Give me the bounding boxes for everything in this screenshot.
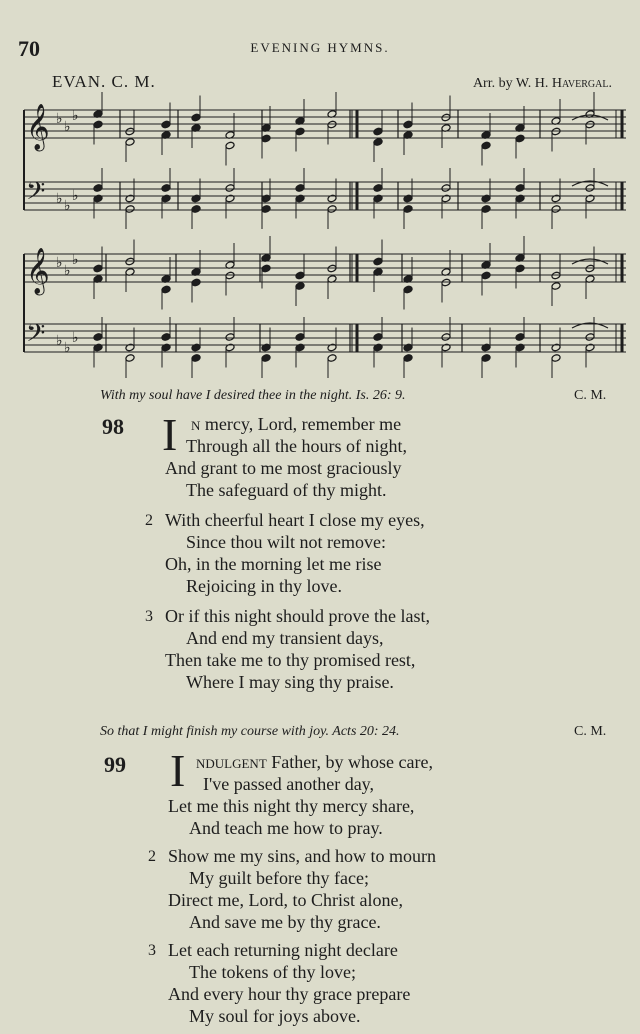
hymn-98-drop-cap: I bbox=[162, 409, 178, 460]
bass-note bbox=[125, 205, 135, 214]
hymn-99-line: I've passed another day, bbox=[203, 774, 375, 794]
hymn-98-line: Or if this night should prove the last, bbox=[165, 606, 430, 626]
treble-note bbox=[93, 120, 103, 129]
hymn-99-line: Let each returning night declare bbox=[168, 940, 398, 960]
hymn-99-line: And every hour thy grace prepare bbox=[168, 984, 411, 1004]
hymn-99-first-word: ndulgent bbox=[196, 752, 267, 772]
bass-note bbox=[551, 205, 561, 214]
flat-icon: ♭ bbox=[72, 253, 79, 268]
bass-note bbox=[373, 333, 383, 342]
flat-icon: ♭ bbox=[64, 199, 71, 214]
arranger-prefix: Arr. by W. H. bbox=[472, 76, 552, 91]
hymn-98-epigraph: With my soul have I desired thee in the night. Is. 26: 9. bbox=[100, 388, 406, 403]
bass-note bbox=[261, 354, 271, 363]
treble-note bbox=[515, 134, 525, 143]
music-score bbox=[0, 0, 640, 380]
treble-note bbox=[191, 278, 201, 287]
hymn-98-line: Through all the hours of night, bbox=[186, 436, 407, 456]
hymn-98-line: Since thou wilt not remove: bbox=[186, 532, 386, 552]
treble-note bbox=[295, 127, 305, 136]
treble-note bbox=[481, 141, 491, 150]
hymn-99-line-text: Father, by whose care, bbox=[271, 752, 433, 772]
hymn-98-line bbox=[191, 414, 401, 435]
hymn-98-first-word: n bbox=[191, 414, 201, 434]
hymn-98-number: 98 bbox=[102, 414, 124, 439]
hymn-98-line: Where I may sing thy praise. bbox=[186, 672, 394, 692]
bass-note bbox=[441, 184, 451, 193]
bass-note bbox=[403, 205, 413, 214]
flat-icon: ♭ bbox=[56, 112, 63, 127]
bass-note bbox=[93, 333, 103, 342]
treble-note bbox=[191, 113, 201, 122]
flat-icon: ♭ bbox=[56, 334, 63, 349]
hymn-98-meter: C. M. bbox=[574, 388, 607, 403]
bass-clef-icon: 𝄢 bbox=[26, 177, 46, 212]
hymn-98-line: And grant to me most graciously bbox=[165, 458, 402, 478]
treble-note bbox=[125, 138, 135, 147]
flat-icon: ♭ bbox=[72, 109, 79, 124]
bass-note bbox=[515, 184, 525, 193]
hymn-98-line: The safeguard of thy might. bbox=[186, 480, 387, 500]
bass-note bbox=[161, 184, 171, 193]
treble-note bbox=[93, 264, 103, 273]
bass-note bbox=[295, 333, 305, 342]
hymn-99-meter: C. M. bbox=[574, 724, 607, 739]
hymn-99-drop-cap: I bbox=[170, 745, 186, 796]
flat-icon: ♭ bbox=[64, 120, 71, 135]
bass-note bbox=[373, 184, 383, 193]
hymn-98-line: And end my transient days, bbox=[186, 628, 384, 648]
bass-note bbox=[481, 205, 491, 214]
bass-note bbox=[327, 354, 337, 363]
hymn-99-stanza-number: 3 bbox=[148, 942, 156, 959]
treble-note bbox=[551, 282, 561, 291]
hymn-99-line: The tokens of thy love; bbox=[189, 962, 356, 982]
treble-clef-icon: 𝄞 bbox=[26, 248, 50, 294]
arranger-name: Havergal. bbox=[551, 76, 612, 91]
hymn-98-line: Rejoicing in thy love. bbox=[186, 576, 342, 596]
hymn-99-number: 99 bbox=[104, 752, 126, 777]
treble-clef-icon: 𝄞 bbox=[26, 104, 50, 150]
treble-note bbox=[481, 271, 491, 280]
hymn-99-line: Show me my sins, and how to mourn bbox=[168, 846, 436, 866]
hymn-99-line: And save me by thy grace. bbox=[189, 912, 381, 932]
hymn-98-stanza-number: 3 bbox=[145, 608, 153, 625]
flat-icon: ♭ bbox=[64, 264, 71, 279]
treble-note bbox=[373, 257, 383, 266]
page-number: 70 bbox=[18, 36, 40, 61]
bass-note bbox=[225, 184, 235, 193]
treble-note bbox=[225, 141, 235, 150]
treble-note bbox=[373, 127, 383, 136]
bass-note bbox=[327, 205, 337, 214]
treble-note bbox=[403, 285, 413, 294]
flat-icon: ♭ bbox=[64, 341, 71, 356]
bass-note bbox=[191, 354, 201, 363]
bass-note bbox=[161, 333, 171, 342]
bass-note bbox=[93, 184, 103, 193]
hymn-99-line: My soul for joys above. bbox=[189, 1006, 361, 1026]
hymn-99-stanza-number: 2 bbox=[148, 848, 156, 865]
bass-note bbox=[191, 205, 201, 214]
treble-note bbox=[515, 264, 525, 273]
bass-note bbox=[585, 333, 595, 342]
treble-note bbox=[327, 120, 337, 129]
bass-note bbox=[481, 354, 491, 363]
hymn-99-line: My guilt before thy face; bbox=[189, 868, 369, 888]
treble-note bbox=[373, 138, 383, 147]
flat-icon: ♭ bbox=[56, 256, 63, 271]
treble-note bbox=[403, 120, 413, 129]
bass-clef-icon: 𝄢 bbox=[26, 319, 46, 354]
bass-note bbox=[551, 354, 561, 363]
hymn-98-line: Then take me to thy promised rest, bbox=[165, 650, 416, 670]
treble-note bbox=[261, 264, 271, 273]
hymn-98-line: With cheerful heart I close my eyes, bbox=[165, 510, 425, 530]
treble-note bbox=[441, 113, 451, 122]
hymn-99-line: Let me this night thy mercy share, bbox=[168, 796, 415, 816]
bass-note bbox=[125, 354, 135, 363]
treble-note bbox=[295, 271, 305, 280]
flat-icon: ♭ bbox=[56, 192, 63, 207]
hymn-98-line: Oh, in the morning let me rise bbox=[165, 554, 382, 574]
flat-icon: ♭ bbox=[72, 331, 79, 346]
score-staves bbox=[24, 92, 626, 378]
treble-note bbox=[295, 282, 305, 291]
hymn-99-line bbox=[196, 752, 433, 773]
hymn-98-stanza-number: 2 bbox=[145, 512, 153, 529]
bass-note bbox=[225, 333, 235, 342]
bass-note bbox=[515, 333, 525, 342]
bass-note bbox=[295, 184, 305, 193]
hymn-99-line: Direct me, Lord, to Christ alone, bbox=[168, 890, 403, 910]
tune-name: EVAN. C. M. bbox=[52, 72, 156, 91]
flat-icon: ♭ bbox=[72, 189, 79, 204]
hymn-98-line-text: mercy, Lord, remember me bbox=[204, 414, 402, 434]
hymn-99-line: And teach me how to pray. bbox=[189, 818, 383, 838]
treble-note bbox=[161, 285, 171, 294]
running-head: EVENING HYMNS. bbox=[250, 40, 390, 55]
bass-note bbox=[403, 354, 413, 363]
hymn-99-epigraph: So that I might finish my course with joy. Acts 20: 24. bbox=[100, 724, 400, 739]
bass-note bbox=[441, 333, 451, 342]
bass-note bbox=[585, 184, 595, 193]
treble-note bbox=[161, 120, 171, 129]
